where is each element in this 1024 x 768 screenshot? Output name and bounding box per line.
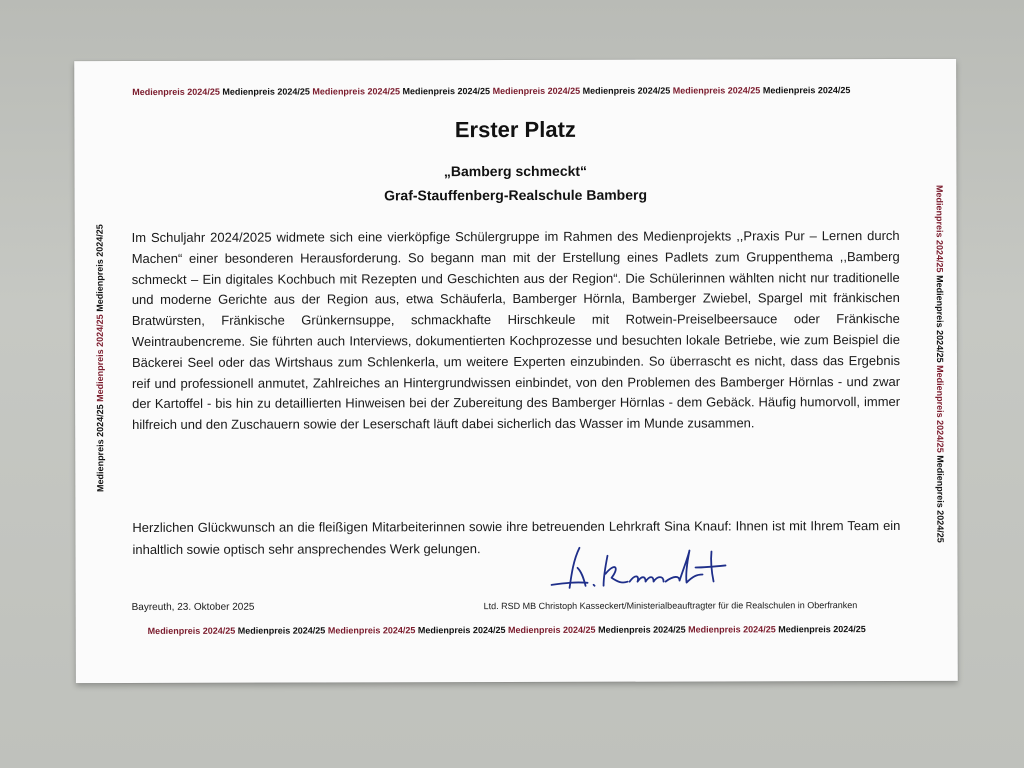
band-right xyxy=(934,164,945,564)
band-top xyxy=(132,85,850,97)
project-title: „Bamberg schmeckt“ xyxy=(443,162,588,180)
band-word: Medienpreis 2024/25 xyxy=(778,624,866,635)
band-word: Medienpreis 2024/25 xyxy=(762,85,851,96)
place-and-date: Bayreuth, 23. Oktober 2025 xyxy=(131,601,255,614)
band-word: Medienpreis 2024/25 xyxy=(417,625,506,636)
band-word: Medienpreis 2024/25 xyxy=(402,86,491,97)
band-bottom xyxy=(148,624,866,636)
congratulations-text: Herzlichen Glückwunsch an die fleißigen Mitarbeiterinnen sowie ihre betreuenden Lehrkraft Sina Knauf: Ihnen ist mit Ihrem Team ein inhaltlich sowie optisch sehr ansprechendes Werk gelungen. xyxy=(132,517,901,558)
band-word: Medienpreis 2024/25 xyxy=(237,625,326,636)
band-word: Medienpreis 2024/25 xyxy=(132,86,220,98)
signature-image xyxy=(545,537,735,597)
band-word: Medienpreis 2024/25 xyxy=(492,85,581,97)
band-word: Medienpreis 2024/25 xyxy=(222,86,310,97)
certificate-title: Erster Platz xyxy=(454,116,576,143)
band-word: Medienpreis 2024/25 xyxy=(935,455,946,543)
school-name: Graf-Stauffenberg-Realschule Bamberg xyxy=(384,186,648,204)
band-word: Medienpreis 2024/25 xyxy=(934,365,946,453)
band-word: Medienpreis 2024/25 xyxy=(688,624,776,635)
certificate-sheet xyxy=(74,59,958,683)
band-word: Medienpreis 2024/25 xyxy=(327,625,416,636)
band-word: Medienpreis 2024/25 xyxy=(934,184,945,273)
band-word: Medienpreis 2024/25 xyxy=(598,624,686,635)
band-word: Medienpreis 2024/25 xyxy=(507,624,596,636)
band-word: Medienpreis 2024/25 xyxy=(312,86,400,97)
signer-name: Ltd. RSD MB Christoph Kasseckert/Ministerialbeauftragter für die Realschulen in Oberfranken xyxy=(483,600,858,612)
band-word: Medienpreis 2024/25 xyxy=(94,224,105,312)
band-word: Medienpreis 2024/25 xyxy=(94,314,106,402)
band-word: Medienpreis 2024/25 xyxy=(934,275,945,363)
laudation-text: Im Schuljahr 2024/2025 widmete sich eine vierköpfige Schülergruppe im Rahmen des Medienprojekts ,,Praxis Pur – Lernen durch Machen“ einer besonderen Herausforderung. So begann man mit der Erstellung eines Padlets zum Gruppenthema ,,Bamberg schmeckt – Ein digitales Kochbuch mit Rezepten und Geschichten aus der Region“. Die Schülerinnen wählten nicht nur traditionelle und moderne Gerichte aus der Region aus, etwa Schäuferla, Bamberger Hörnla, Bamberger Zwiebel, Spargel mit fränkischen Bratwürsten, Fränkische Grünkernsuppe, schmackhafte Hirschkeule mit Rotwein-Preiselbeersauce oder Fränkische Weintraubencreme. Sie führten auch Interviews, dokumentierten Kochprozesse und besuchten lokale Betriebe, wie zum Beispiel die Bäckerei Seel oder das Wirtshaus zum Schlenkerla, um weitere Experten einzubinden. So überrascht es nicht, dass das Ergebnis reif und professionell anmutet, Zahlreiches an Hintergrundwissen einbindet, von den Problemen des Bamberger Hörnlas - und zwar der Kartoffel - bis hin zu detaillierten Hinweisen bei der Zubereitung des Bamberger Hörnlas - dem Gebäck. Häufig humorvoll, immer hilfreich und den Zuschauern sowie der Leserschaft läuft dabei sicherlich das Wasser im Munde zusammen. xyxy=(131,227,901,433)
band-word: Medienpreis 2024/25 xyxy=(672,85,761,96)
band-word: Medienpreis 2024/25 xyxy=(95,404,106,492)
band-word: Medienpreis 2024/25 xyxy=(582,85,671,96)
band-word: Medienpreis 2024/25 xyxy=(147,625,236,636)
band-left xyxy=(94,158,105,558)
